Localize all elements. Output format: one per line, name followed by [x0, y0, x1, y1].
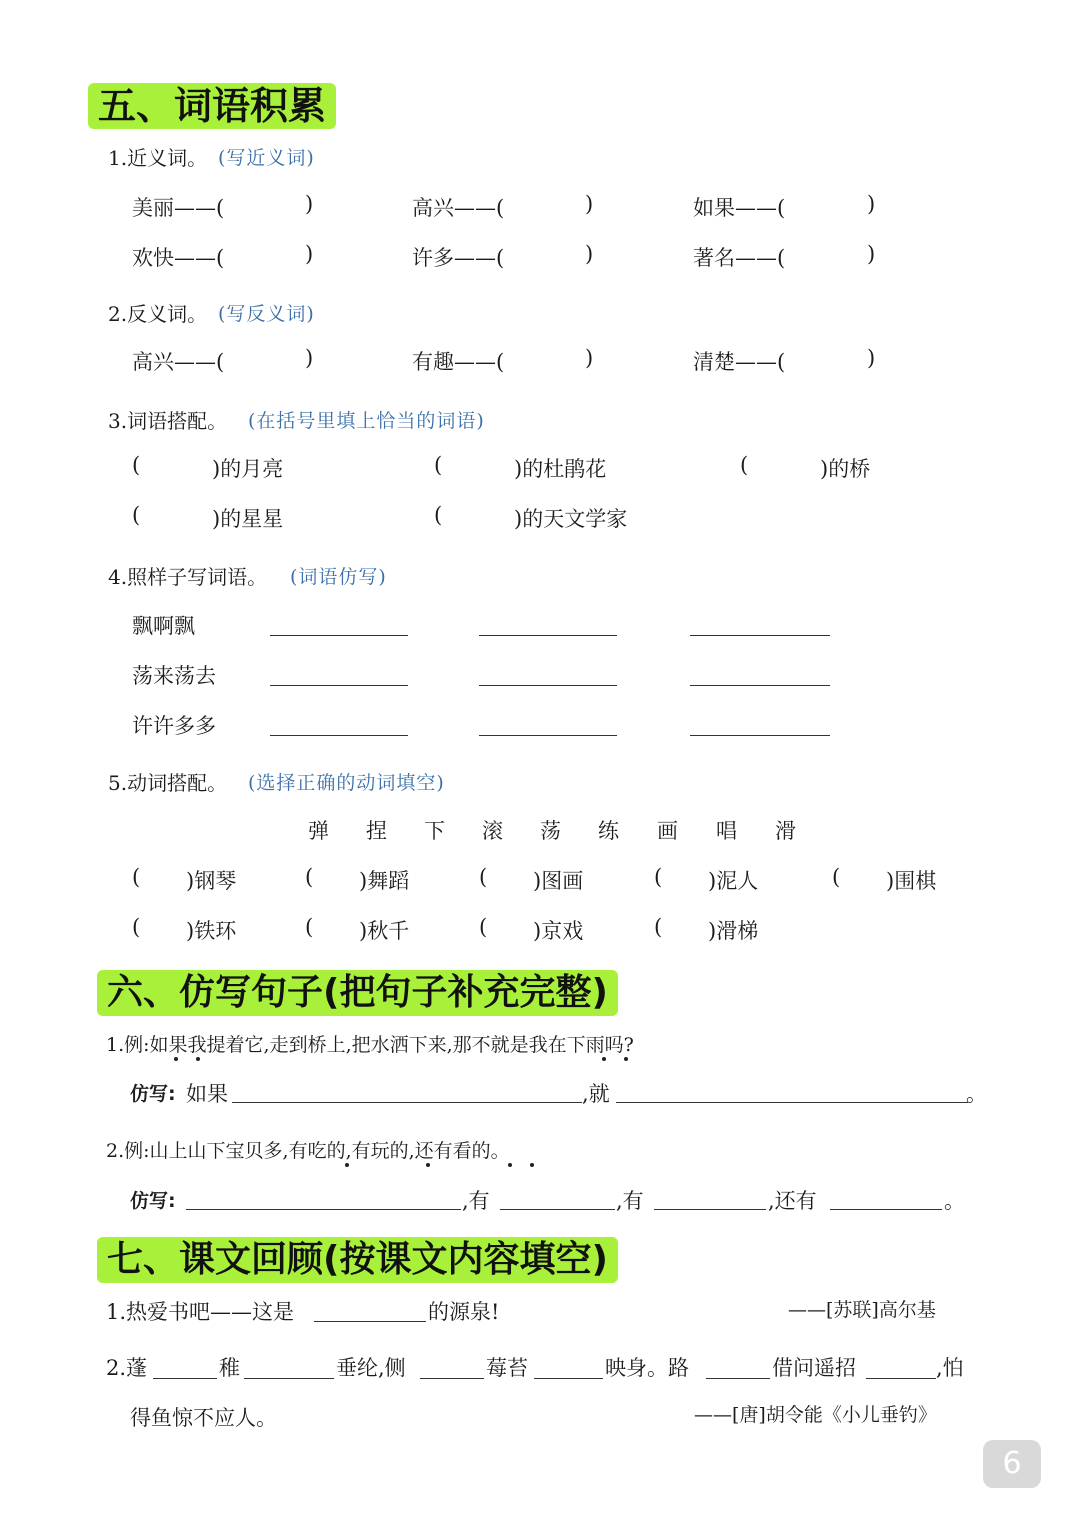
emphasis-dot: [426, 1163, 430, 1167]
answer-line[interactable]: [706, 1378, 770, 1379]
verb-open: (: [832, 865, 841, 889]
collocation-item: )的月亮: [212, 457, 284, 481]
verb-option: 练: [598, 819, 619, 843]
s7-q1-text: 的源泉!: [428, 1300, 500, 1324]
answer-line[interactable]: [314, 1321, 426, 1322]
verb-option: 下: [424, 819, 445, 843]
verb-item: )舞蹈: [359, 869, 410, 893]
s6-q1-example: 1.例:如果我提着它,走到桥上,把水洒下来,那不就是我在下雨吗?: [106, 1034, 634, 1056]
pattern-word: 荡来荡去: [132, 664, 216, 688]
verb-item: )滑梯: [708, 919, 759, 943]
verb-open: (: [132, 865, 141, 889]
s7-q2-text: 借问遥招: [772, 1356, 856, 1380]
verb-open: (: [654, 915, 663, 939]
verb-open: (: [305, 915, 314, 939]
answer-line[interactable]: [153, 1378, 217, 1379]
s7-q2-text: 2.蓬: [106, 1356, 148, 1380]
antonym-item: 清楚——(: [693, 350, 786, 374]
synonym-close: ): [585, 192, 594, 216]
synonym-item: 美丽——(: [132, 196, 225, 220]
emphasis-dot: [345, 1163, 349, 1167]
s7-q1-text: 1.热爱书吧——这是: [106, 1300, 295, 1324]
verb-item: )围棋: [886, 869, 937, 893]
q5-number: 5.动词搭配。: [108, 771, 228, 795]
s7-q2-line2: 得鱼惊不应人。: [130, 1406, 277, 1430]
answer-line[interactable]: [690, 635, 830, 636]
imitation-text: 。: [966, 1082, 987, 1106]
emphasis-dot: [624, 1057, 628, 1061]
verb-option: 捏: [366, 819, 387, 843]
q3-number: 3.词语搭配。: [108, 409, 228, 433]
answer-line[interactable]: [690, 685, 830, 686]
answer-line[interactable]: [232, 1102, 582, 1103]
collocation-item: )的星星: [212, 507, 284, 531]
q1-number: 1.近义词。: [108, 146, 208, 170]
collocation-open: (: [132, 503, 141, 527]
q4-hint: (词语仿写): [290, 566, 387, 588]
imitation-text: ,有: [616, 1189, 644, 1213]
synonym-close: ): [305, 242, 314, 266]
verb-open: (: [654, 865, 663, 889]
s7-q2-text: ,怕: [936, 1356, 964, 1380]
verb-option: 滑: [775, 819, 796, 843]
pattern-word: 飘啊飘: [132, 614, 195, 638]
section7-title: 七、课文回顾(按课文内容填空): [97, 1237, 618, 1283]
emphasis-dot: [174, 1057, 178, 1061]
antonym-item: 有趣——(: [412, 350, 505, 374]
verb-open: (: [132, 915, 141, 939]
answer-line[interactable]: [479, 735, 617, 736]
collocation-open: (: [434, 453, 443, 477]
synonym-item: 高兴——(: [412, 196, 505, 220]
imitation-label: 仿写:: [130, 1083, 176, 1105]
answer-line[interactable]: [270, 635, 408, 636]
collocation-item: )的桥: [820, 457, 871, 481]
s7-q2-text: 莓苔: [486, 1356, 528, 1380]
s7-q2-text: 映身。路: [605, 1356, 689, 1380]
s7-q2-source: ——[唐]胡令能《小儿垂钓》: [694, 1404, 937, 1426]
verb-option: 唱: [716, 819, 737, 843]
collocation-item: )的天文学家: [514, 507, 628, 531]
emphasis-dot: [196, 1057, 200, 1061]
page-number-badge: 6: [983, 1440, 1041, 1488]
antonym-close: ): [585, 346, 594, 370]
antonym-close: ): [867, 346, 876, 370]
verb-item: )图画: [533, 869, 584, 893]
synonym-item: 著名——(: [693, 246, 786, 270]
s7-q1-source: ——[苏联]高尔基: [788, 1299, 936, 1321]
answer-line[interactable]: [479, 635, 617, 636]
q1-hint: (写近义词): [218, 147, 315, 169]
synonym-close: ): [867, 242, 876, 266]
s6-q2-example: 2.例:山上山下宝贝多,有吃的,有玩的,还有看的。: [106, 1140, 510, 1162]
verb-item: )铁环: [186, 919, 237, 943]
verb-open: (: [479, 915, 488, 939]
collocation-item: )的杜鹃花: [514, 457, 607, 481]
synonym-item: 欢快——(: [132, 246, 225, 270]
emphasis-dot: [602, 1057, 606, 1061]
verb-open: (: [479, 865, 488, 889]
q5-hint: (选择正确的动词填空): [248, 772, 445, 794]
s7-q2-text: 稚: [219, 1356, 240, 1380]
pattern-word: 许许多多: [132, 714, 216, 738]
verb-item: )泥人: [708, 869, 759, 893]
s7-q2-text: 垂纶,侧: [336, 1356, 406, 1380]
answer-line[interactable]: [500, 1209, 615, 1210]
imitation-text: 。: [944, 1189, 965, 1213]
imitation-label: 仿写:: [130, 1190, 176, 1212]
synonym-close: ): [305, 192, 314, 216]
answer-line[interactable]: [270, 735, 408, 736]
answer-line[interactable]: [270, 685, 408, 686]
verb-option: 荡: [540, 819, 561, 843]
answer-line[interactable]: [186, 1209, 461, 1210]
verb-item: )京戏: [533, 919, 584, 943]
verb-open: (: [305, 865, 314, 889]
verb-option: 弹: [308, 819, 329, 843]
q4-number: 4.照样子写词语。: [108, 565, 268, 589]
answer-line[interactable]: [244, 1378, 334, 1379]
answer-line[interactable]: [690, 735, 830, 736]
imitation-text: 如果: [186, 1082, 228, 1106]
collocation-open: (: [434, 503, 443, 527]
collocation-open: (: [132, 453, 141, 477]
answer-line[interactable]: [830, 1209, 942, 1210]
answer-line[interactable]: [654, 1209, 766, 1210]
q2-number: 2.反义词。: [108, 302, 208, 326]
answer-line[interactable]: [479, 685, 617, 686]
section6-title: 六、仿写句子(把句子补充完整): [97, 970, 618, 1016]
verb-option: 滚: [482, 819, 503, 843]
imitation-text: ,还有: [768, 1189, 817, 1213]
synonym-item: 许多——(: [412, 246, 505, 270]
verb-option: 画: [657, 819, 678, 843]
answer-line[interactable]: [420, 1378, 484, 1379]
imitation-text: ,有: [462, 1189, 490, 1213]
imitation-text: ,就: [582, 1082, 610, 1106]
synonym-close: ): [585, 242, 594, 266]
emphasis-dot: [530, 1163, 534, 1167]
collocation-open: (: [740, 453, 749, 477]
verb-item: )秋千: [359, 919, 410, 943]
answer-line[interactable]: [534, 1378, 603, 1379]
verb-item: )钢琴: [186, 869, 237, 893]
answer-line[interactable]: [866, 1378, 936, 1379]
antonym-close: ): [305, 346, 314, 370]
emphasis-dot: [508, 1163, 512, 1167]
answer-line[interactable]: [616, 1102, 968, 1103]
q3-hint: (在括号里填上恰当的词语): [248, 410, 485, 432]
q2-hint: (写反义词): [218, 303, 315, 325]
synonym-item: 如果——(: [693, 196, 786, 220]
section5-title: 五、词语积累: [88, 83, 336, 129]
synonym-close: ): [867, 192, 876, 216]
antonym-item: 高兴——(: [132, 350, 225, 374]
